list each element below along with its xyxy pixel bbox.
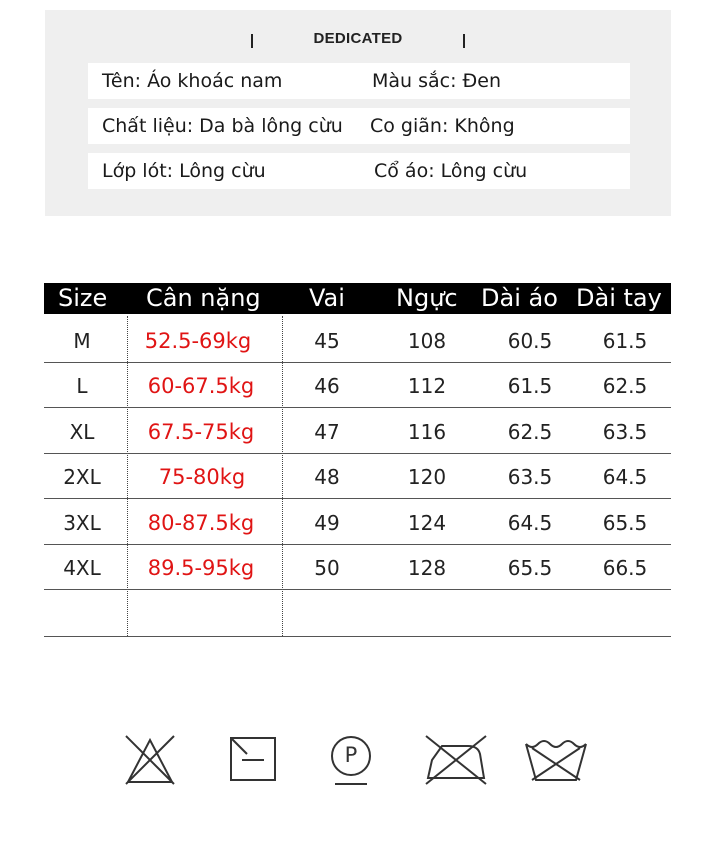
info-row [88, 153, 630, 189]
info-color: Màu sắc: Đen [372, 70, 502, 92]
table-bottom-rule [44, 636, 671, 637]
info-name: Tên: Áo khoác nam [102, 70, 283, 92]
cell-weight: 67.5-75kg [147, 419, 255, 444]
row-divider [44, 589, 671, 590]
cell-sleeve: 65.5 [602, 510, 648, 535]
cell-shoulder: 48 [314, 464, 340, 489]
cell-size: 3XL [63, 510, 101, 535]
cell-sleeve: 64.5 [602, 464, 648, 489]
dry-flat-icon [229, 730, 277, 790]
table-row [44, 318, 671, 363]
cell-chest: 112 [407, 373, 447, 398]
size-table [44, 283, 671, 637]
professional-dry-clean-icon [329, 730, 373, 790]
header-chest: Ngực [396, 284, 458, 312]
cell-size: M [73, 328, 91, 353]
info-row [88, 63, 630, 99]
row-divider [44, 498, 671, 499]
brand-header [45, 30, 671, 58]
table-row [44, 363, 671, 408]
cell-chest: 108 [407, 328, 447, 353]
header-sleeve: Dài tay [576, 284, 662, 312]
divider-right [463, 34, 465, 48]
header-weight: Cân nặng [146, 284, 261, 312]
header-shoulder: Vai [309, 284, 345, 312]
cell-chest: 120 [407, 464, 447, 489]
info-lining: Lớp lót: Lông cừu [102, 160, 266, 182]
cell-weight: 75-80kg [158, 464, 246, 489]
cell-size: 2XL [63, 464, 101, 489]
header-size: Size [58, 284, 108, 312]
cell-length: 62.5 [507, 419, 553, 444]
cell-length: 64.5 [507, 510, 553, 535]
cell-weight: 52.5-69kg [144, 328, 252, 353]
cell-length: 65.5 [507, 555, 553, 580]
brand-name: DEDICATED [313, 30, 403, 47]
dry-clean-letter: P [344, 743, 358, 767]
cell-shoulder: 45 [314, 328, 340, 353]
header-length: Dài áo [481, 284, 558, 312]
cell-weight: 80-87.5kg [147, 510, 255, 535]
cell-length: 61.5 [507, 373, 553, 398]
cell-chest: 124 [407, 510, 447, 535]
info-row [88, 108, 630, 144]
cell-weight: 60-67.5kg [147, 373, 255, 398]
row-divider [44, 407, 671, 408]
cell-shoulder: 49 [314, 510, 340, 535]
cell-weight: 89.5-95kg [147, 555, 255, 580]
cell-shoulder: 47 [314, 419, 340, 444]
cell-shoulder: 46 [314, 373, 340, 398]
table-row [44, 409, 671, 454]
cell-length: 60.5 [507, 328, 553, 353]
do-not-wash-icon [122, 730, 178, 790]
product-info-panel [45, 10, 671, 216]
do-not-iron-icon [424, 730, 488, 790]
cell-sleeve: 62.5 [602, 373, 648, 398]
do-not-hand-wash-icon [522, 730, 590, 790]
cell-shoulder: 50 [314, 555, 340, 580]
table-row [44, 454, 671, 499]
cell-chest: 128 [407, 555, 447, 580]
cell-sleeve: 63.5 [602, 419, 648, 444]
info-material: Chất liệu: Da bà lông cừu [102, 115, 343, 137]
cell-length: 63.5 [507, 464, 553, 489]
table-row [44, 500, 671, 545]
cell-size: 4XL [63, 555, 101, 580]
info-collar: Cổ áo: Lông cừu [374, 160, 528, 182]
info-stretch: Co giãn: Không [370, 115, 515, 137]
table-header [44, 283, 671, 314]
cell-size: L [76, 373, 88, 398]
table-row [44, 545, 671, 590]
cell-sleeve: 66.5 [602, 555, 648, 580]
cell-sleeve: 61.5 [602, 328, 648, 353]
cell-size: XL [69, 419, 95, 444]
cell-chest: 116 [407, 419, 447, 444]
